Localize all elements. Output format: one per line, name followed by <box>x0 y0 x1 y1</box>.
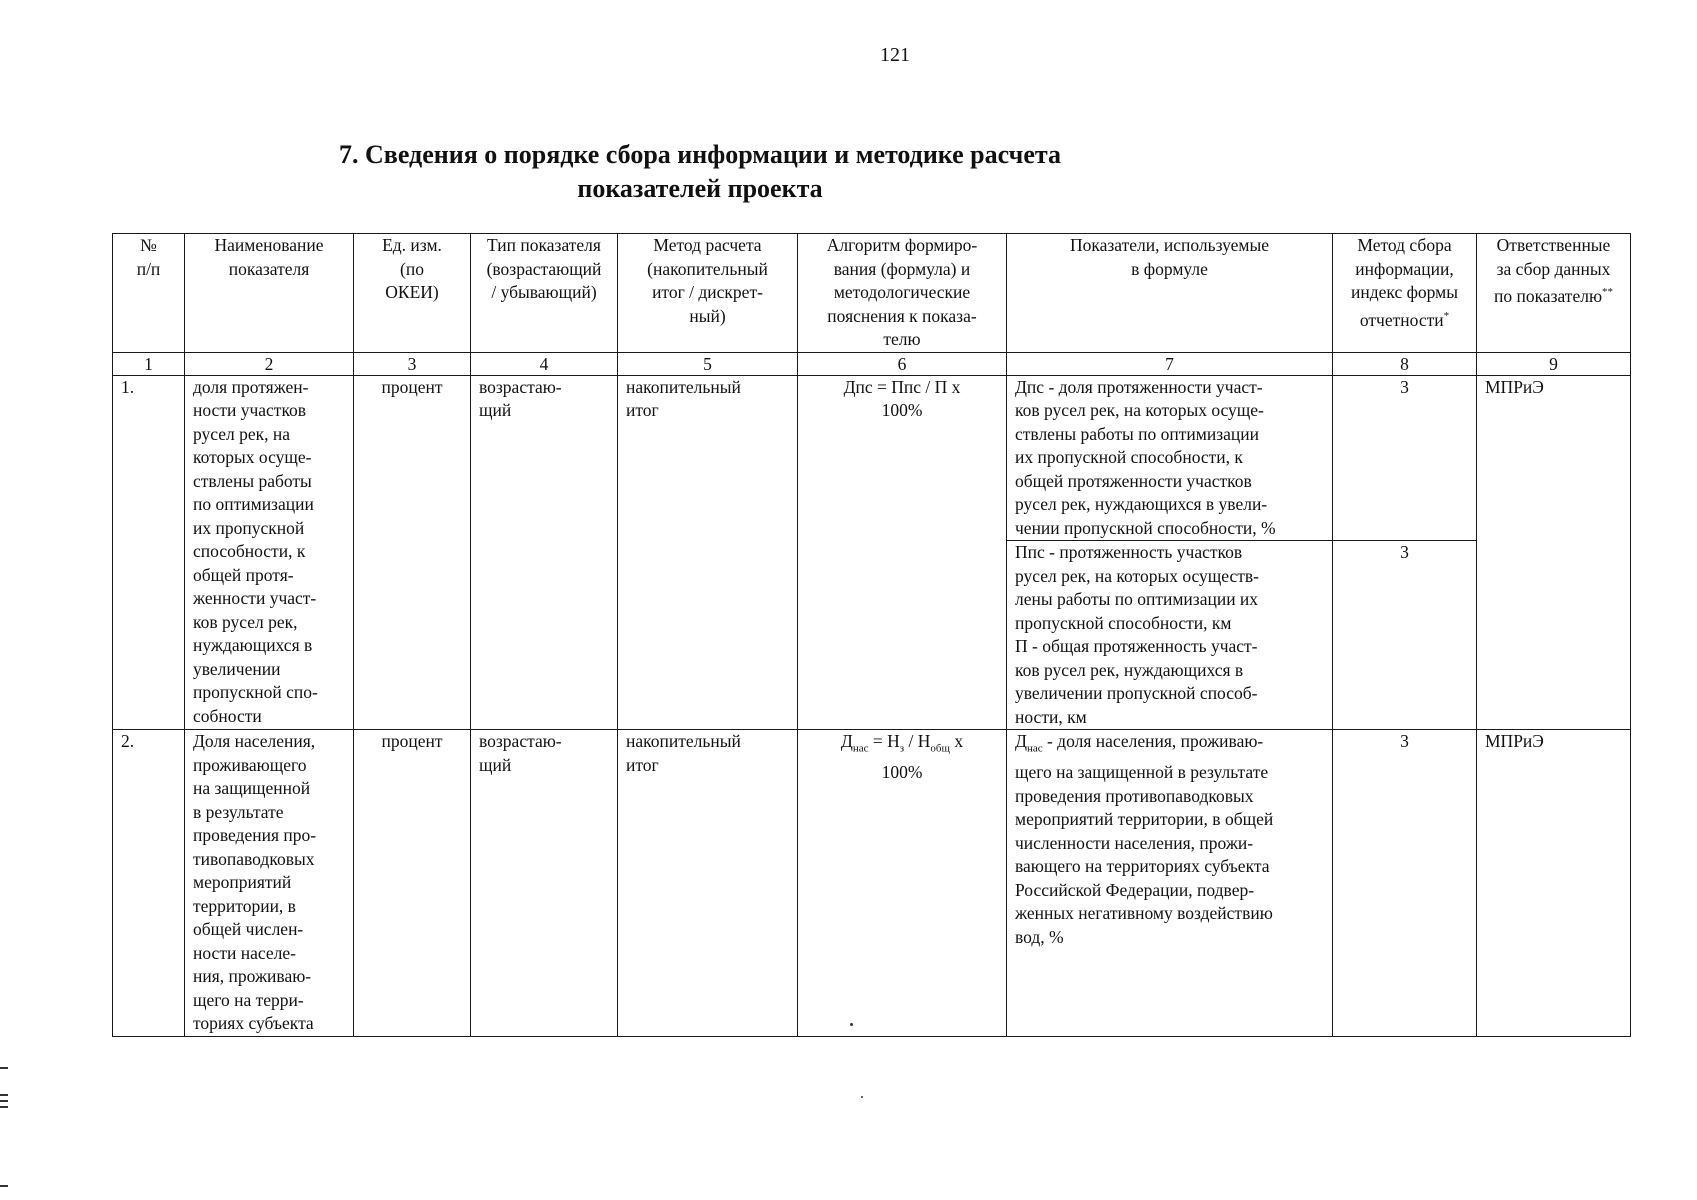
header-row <box>113 234 1631 353</box>
header-responsible: Ответственные за сбор данных по показателю** <box>1477 234 1631 353</box>
page-title <box>0 138 1400 206</box>
column-number: 4 <box>471 352 618 375</box>
column-number: 7 <box>1007 352 1333 375</box>
margin-mark <box>0 1100 8 1102</box>
margin-mark <box>0 1106 8 1108</box>
column-number: 3 <box>354 352 471 375</box>
header-algorithm: Алгоритм формиро- вания (формула) и методологические пояснения к показа- телю <box>798 234 1007 353</box>
indicators-cell: $Д_{нас}$ - доля населения, проживаю- щего на защищенной в результате проведения противопаводковых мероприятий территории, в общей численности населения, прожи- вающего на территориях субъекта Российской Федерации, подвер- женных негативному воздействию вод, % <box>1007 730 1333 1037</box>
indicators-cell: Ппс - протяженность участков русел рек, на которых осуществ- лены работы по оптимизации их пропускной способности, км П - общая протяженность участ- ков русел рек, нуждающихся в увеличении пропускной способ- ности, км <box>1007 541 1333 730</box>
formula-cell: Дпс = Ппс / П х 100% <box>798 375 1007 730</box>
footnote-mark: * <box>1443 309 1450 322</box>
column-number: 9 <box>1477 352 1631 375</box>
formula-cell: $Д_{нас} = Н_з / Н_{общ}$ х 100% <box>798 730 1007 1037</box>
unit-cell: процент <box>354 375 471 730</box>
margin-mark <box>0 1067 8 1069</box>
header-collection-method: Метод сбора информации, индекс формы отчетности* <box>1333 234 1477 353</box>
footnote-mark: ** <box>1602 286 1614 298</box>
column-number: 1 <box>113 352 185 375</box>
collection-method-cell: 3 <box>1333 730 1477 1037</box>
type-cell: возрастаю- щий <box>471 375 618 730</box>
indicator-name: Доля населения, проживающего на защищенной в результате проведения про- тивопаводковых мероприятий территории, в общей числен- ности населе- ния, проживаю- щего на терри- ториях субъекта <box>185 730 354 1037</box>
header-name: Наименование показателя <box>185 234 354 353</box>
row-number: 2. <box>113 730 185 1037</box>
title-line-1: 7. Сведения о порядке сбора информации и методике расчета <box>339 140 1061 169</box>
scan-speck <box>861 1096 863 1098</box>
header-method: Метод расчета (накопительный итог / дискрет- ный) <box>618 234 798 353</box>
column-number: 8 <box>1333 352 1477 375</box>
unit-cell: процент <box>354 730 471 1037</box>
title-line-2: показателей проекта <box>577 174 823 203</box>
column-number-row <box>113 352 1631 375</box>
scan-speck <box>850 1023 853 1026</box>
indicators-cell: Дпс - доля протяженности участ- ков русел рек, на которых осуще- ствлены работы по оптимизации их пропускной способности, к общей протяженности участков русел рек, нуждающихся в увели- чении пропускной способности, % <box>1007 375 1333 541</box>
margin-mark <box>0 1185 8 1187</box>
indicator-name: доля протяжен- ности участков русел рек, на которых осуще- ствлены работы по оптимизации их пропускной способности, к общей протя- женности участ- ков русел рек, нуждающихся в увеличении пропускной спо- собности <box>185 375 354 730</box>
indicators-table <box>112 233 1631 1037</box>
responsible-cell: МПРиЭ <box>1477 375 1631 730</box>
type-cell: возрастаю- щий <box>471 730 618 1037</box>
header-no: № п/п <box>113 234 185 353</box>
method-cell: накопительный итог <box>618 730 798 1037</box>
column-number: 2 <box>185 352 354 375</box>
header-unit: Ед. изм. (по ОКЕИ) <box>354 234 471 353</box>
margin-mark <box>0 1094 8 1096</box>
row-number: 1. <box>113 375 185 730</box>
column-number: 5 <box>618 352 798 375</box>
collection-method-cell: 3 <box>1333 375 1477 541</box>
responsible-cell: МПРиЭ <box>1477 730 1631 1037</box>
table-row <box>113 375 1631 541</box>
page-number: 121 <box>880 44 910 66</box>
table-row <box>113 730 1631 1037</box>
collection-method-cell: 3 <box>1333 541 1477 730</box>
column-number: 6 <box>798 352 1007 375</box>
header-indicators: Показатели, используемые в формуле <box>1007 234 1333 353</box>
method-cell: накопительный итог <box>618 375 798 730</box>
header-type: Тип показателя (возрастающий / убывающий) <box>471 234 618 353</box>
